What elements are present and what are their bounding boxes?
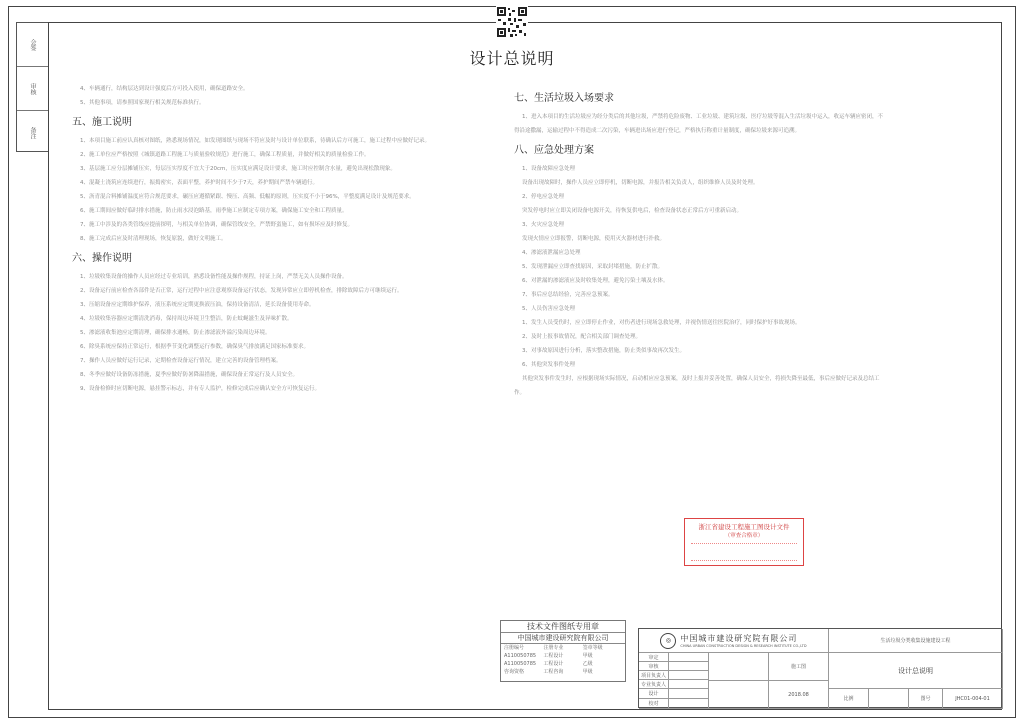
- org-name-cn: 中国城市建设研究院有限公司: [680, 634, 798, 643]
- paragraph: 9、设备检修时应切断电源，悬挂警示标志，并有专人监护，检修完成后应确认安全方可恢复运行。: [80, 386, 321, 392]
- review-approval-stamp: [684, 518, 804, 566]
- paragraph: 2、停电应急处理: [522, 194, 564, 200]
- section-heading: 五、施工说明: [72, 117, 132, 128]
- paragraph: 1、发生人员受伤时，应立即停止作业，对伤者进行现场急救处理，并视伤情送往医院治疗，同时保护好事故现场。: [522, 320, 801, 326]
- paragraph: 7、施工中涉及的各类管线应提前探明，与相关单位协调，确保管线安全，严禁野蛮施工，如有损坏应及时修复。: [80, 222, 354, 228]
- title-block: [638, 628, 1002, 708]
- stamp-cell: 工程设计: [543, 661, 564, 667]
- paragraph: 发现火情应立即报警，切断电源，使用灭火器材进行扑救。: [522, 236, 666, 242]
- paragraph: 5、沥青混合料摊铺温度应符合规范要求，碾压应遵循紧跟、慢压、高频、低幅的原则，压实度不小于96%，平整度满足设计及规范要求。: [80, 194, 415, 200]
- paragraph: 4、混凝土浇筑应连续进行，振捣密实，表面平整，养护时间不少于7天，养护期间严禁车辆通行。: [80, 180, 319, 186]
- paragraph: 3、基层施工应分层摊铺压实，每层压实厚度不宜大于20cm，压实度应满足设计要求，施工时应控制含水量，避免出现松散现象。: [80, 166, 396, 172]
- paragraph: 4、渗滤液泄漏应急处理: [522, 250, 581, 256]
- section-heading: 六、操作说明: [72, 253, 132, 264]
- paragraph: 8、施工完成后应及时清理现场，恢复原貌，做好文明施工。: [80, 236, 227, 242]
- paragraph: 其他突发事件发生时，应根据现场实际情况，启动相应应急预案，及时上报并妥善处置，确保人员安全，将损失降至最低，事后应做好记录及总结工作。: [514, 376, 880, 396]
- stamp-cell: 甲级: [582, 669, 593, 675]
- date-cell: 2018.08: [769, 681, 829, 709]
- stamp-row: [501, 652, 625, 660]
- paragraph: 5、发现泄漏应立即查找原因，采取封堵措施，防止扩散。: [522, 264, 664, 270]
- stamp-line: 浙江省建设工程施工图设计文件: [698, 523, 790, 531]
- side-cell: 审核: [17, 67, 48, 111]
- org-name-en: CHINA URBAN CONSTRUCTION DESIGN & RESEARCH INSTITUTE CO.,LTD: [680, 644, 807, 648]
- paragraph: 8、冬季应做好设备防冻措施，夏季应做好防暑降温措施，确保设备正常运行及人员安全。: [80, 372, 299, 378]
- institute-logo-icon: ◎: [660, 633, 676, 649]
- paragraph: 6、对泄漏的渗滤液应及时收集处理，避免污染土壤及水体。: [522, 278, 669, 284]
- sheet-number: JHC01-004-01: [943, 689, 1003, 709]
- paragraph: 1、设备故障应急处理: [522, 166, 575, 172]
- left-text-column: [72, 82, 452, 396]
- stamp-row: [501, 644, 625, 652]
- title-block-project: 生活垃圾分类收集设施建设工程: [829, 629, 1003, 653]
- document-title: 设计总说明: [469, 49, 555, 68]
- sheet-label: 图号: [909, 689, 943, 709]
- paragraph: 突发停电时应立即关闭设备电源开关，待恢复供电后，检查设备状态正常后方可重新启动。: [522, 208, 743, 214]
- side-cell: 备注: [29, 126, 36, 139]
- role-label: 设计: [639, 689, 669, 699]
- paragraph: 5、人员伤害应急处理: [522, 306, 575, 312]
- signature-cell: [669, 689, 709, 699]
- right-text-column: [514, 92, 884, 400]
- scale-label: 比例: [829, 689, 869, 709]
- side-signature-strip: [16, 22, 48, 152]
- paragraph: 设备出现故障时，操作人员应立即停机，切断电源，并报告相关负责人，组织维修人员及时处理。: [522, 180, 759, 186]
- technical-document-stamp: [500, 620, 626, 682]
- stamp-cell: A110050785: [504, 661, 537, 667]
- stamp-line: （审查合格章）: [724, 533, 764, 539]
- role-label: 校对: [639, 699, 669, 709]
- signature-cell: [669, 662, 709, 671]
- stamp-cell: 工程咨询: [543, 669, 564, 675]
- paragraph: 7、事后应总结经验，完善应急预案。: [522, 292, 614, 298]
- paragraph: 2、及时上报事故情况，配合相关部门调查处理。: [522, 334, 642, 340]
- stamp-cell: 咨询资格: [504, 669, 525, 675]
- paragraph: 4、车辆通行，结构层达到设计强度后方可投入使用，确保道路安全。: [80, 86, 249, 92]
- paragraph: 1、本项目施工前应认真核对图纸，熟悉现场情况，如发现图纸与现场不符应及时与设计单位联系，待确认后方可施工，施工过程中应做好记录。: [80, 138, 431, 144]
- scale-value: [869, 689, 909, 709]
- stamp-cell: 注册专业: [543, 645, 564, 651]
- stamp-cell: 乙级: [582, 661, 593, 667]
- signature-area: [709, 653, 769, 681]
- stamp-cell: 签章等级: [582, 645, 603, 651]
- paragraph: 4、垃圾收集容器应定期清洗消毒，保持周边环境卫生整洁，防止蚊蝇滋生及异味扩散。: [80, 316, 293, 322]
- stamp-cell: 工程设计: [543, 653, 564, 659]
- side-cell: 会签: [17, 23, 48, 67]
- stamp-cell: 甲级: [582, 653, 593, 659]
- stamp-rows: [501, 644, 625, 676]
- paragraph: 5、其他事项，请参照国家现行相关规范标准执行。: [80, 100, 205, 106]
- stamp-title: 技术文件图纸专用章: [501, 621, 625, 633]
- paragraph: 1、进入本项目的生活垃圾应为经分类后的其他垃圾，严禁将危险废物、工业垃圾、建筑垃圾、医疗垃圾等混入生活垃圾中运入，收运车辆应密闭，不得沿途撒漏，运输过程中不得造成二次污染，车辆进出场应进行登记，严格执行称重计量制度，确保垃圾来源可追溯。: [514, 114, 884, 134]
- stamp-cell: 注册编号: [504, 645, 525, 651]
- signature-cell: [669, 699, 709, 709]
- paragraph: 5、渗滤液收集池应定期清理，确保排水通畅，防止渗滤液外溢污染周边环境。: [80, 330, 271, 336]
- role-label: 审核: [639, 662, 669, 671]
- paragraph: 2、设备运行前应检查各部件是否正常，运行过程中应注意观察设备运行状态，发现异常应立即停机检查，排除故障后方可继续运行。: [80, 288, 403, 294]
- stamp-cell: A110050785: [504, 653, 537, 659]
- paragraph: 1、垃圾收集设备的操作人员应经过专业培训，熟悉设备性能及操作规程，持证上岗，严禁无关人员操作设备。: [80, 274, 348, 280]
- role-label: 项目负责人: [639, 671, 669, 680]
- signature-cell: [669, 671, 709, 680]
- role-label: 专业负责人: [639, 680, 669, 689]
- section-heading: 七、生活垃圾入场要求: [514, 93, 614, 104]
- paragraph: 3、压缩设备应定期维护保养，液压系统应定期更换液压油，保持设备清洁，延长设备使用寿命。: [80, 302, 315, 308]
- title-block-org: [639, 629, 829, 653]
- paragraph: 3、对事故原因进行分析，落实整改措施，防止类似事故再次发生。: [522, 348, 686, 354]
- stage-cell: 施工图: [769, 653, 829, 681]
- signature-cell: [669, 680, 709, 689]
- paragraph: 7、操作人员应做好运行记录，定期检查设备运行情况，建立完善的设备管理档案。: [80, 358, 282, 364]
- drawing-title-cell: 设计总说明: [829, 653, 1003, 689]
- stamp-row: [501, 668, 625, 676]
- signature-cell: [669, 653, 709, 662]
- qr-code-icon: [496, 6, 528, 38]
- paragraph: 6、施工期间应做好临时排水措施，防止雨水浸泡路基，雨季施工应制定专项方案，确保施工安全和工程质量。: [80, 208, 348, 214]
- paragraph: 3、火灾应急处理: [522, 222, 564, 228]
- stamp-org: 中国城市建设研究院有限公司: [501, 633, 625, 644]
- stamp-row: [501, 660, 625, 668]
- paragraph: 2、施工单位应严格按照《城镇道路工程施工与质量验收规范》进行施工，确保工程质量，并做好相关的质量检验工作。: [80, 152, 370, 158]
- paragraph: 6、其他突发事件处理: [522, 362, 575, 368]
- section-heading: 八、应急处理方案: [514, 145, 594, 156]
- role-label: 审定: [639, 653, 669, 662]
- signature-area: [709, 681, 769, 709]
- stamp-rule: [691, 543, 797, 561]
- paragraph: 6、除臭系统应保持正常运行，根据季节变化调整运行参数，确保臭气排放满足国家标准要求。: [80, 344, 310, 350]
